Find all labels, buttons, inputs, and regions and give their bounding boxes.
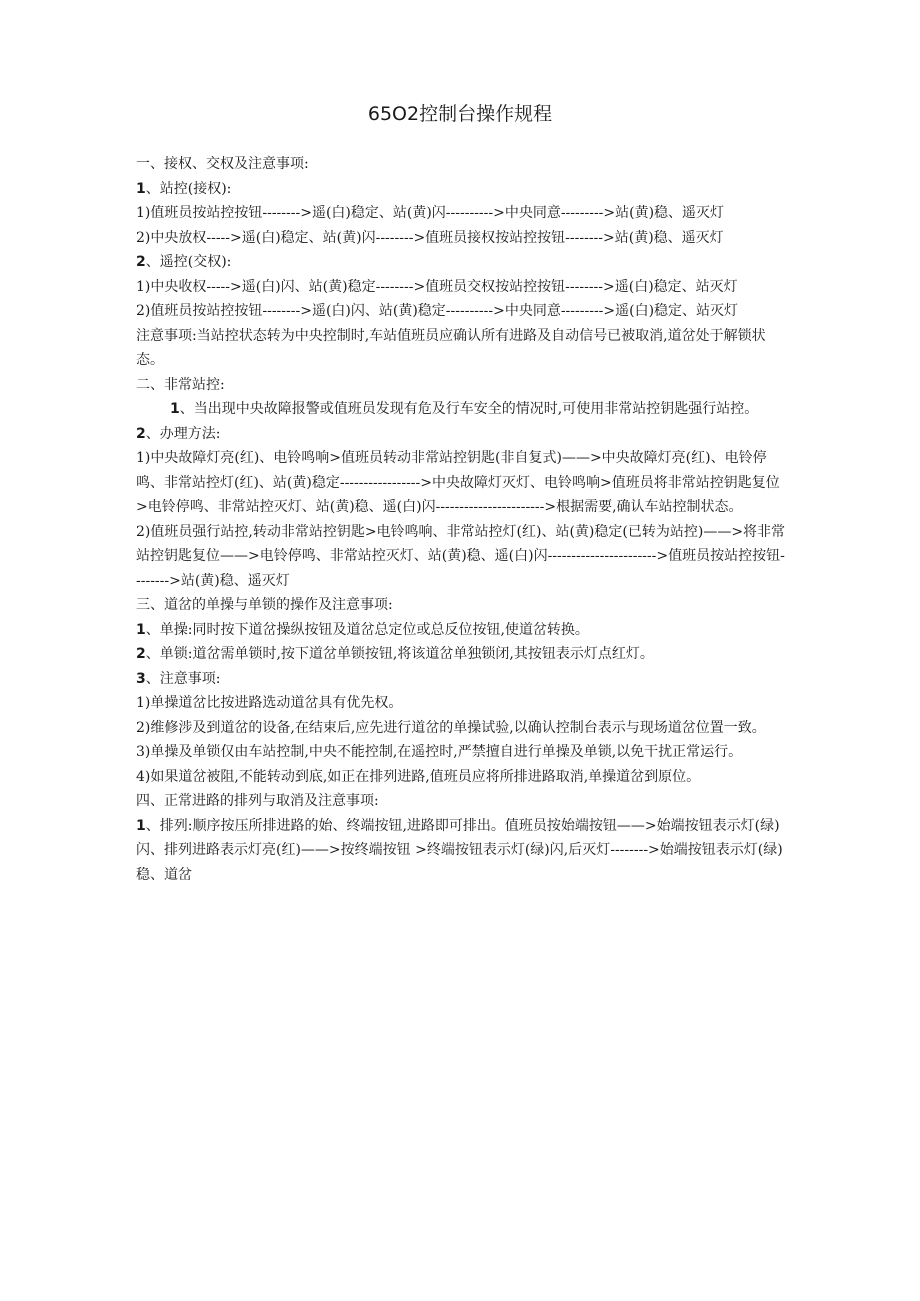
s4-item-1 bbox=[136, 814, 786, 888]
s1-item-1-text: 、站控(接权): bbox=[145, 180, 232, 197]
s4-item-1-number: 1 bbox=[136, 817, 146, 834]
s4-item-1-text: 、排列:顺序按压所排进路的始、终端按钮,进路即可排出。值班员按始端按钮——>始端按钮表示灯(绿)闪、排列进路表示灯亮(红)——>按终端按钮 >终端按钮表示灯(绿)闪,后灭灯-------->始端按钮表示灯(绿)稳、道岔 bbox=[136, 817, 783, 883]
s3-item-1-number: 1 bbox=[136, 621, 146, 638]
s1-item-2-line-2: 2)值班员按站控按钮-------->遥(白)闪、站(黄)稳定---------->中央同意--------->遥(白)稳定、站灭灯 bbox=[136, 303, 739, 319]
page-title: 65O2控制台操作规程 bbox=[367, 103, 553, 125]
s3-note-3: 3)单操及单锁仅由车站控制,中央不能控制,在遥控时,严禁擅自进行单操及单锁,以免干扰正常运行。 bbox=[136, 744, 743, 760]
s3-item-3-text: 、注意事项: bbox=[145, 670, 221, 687]
document-body bbox=[136, 152, 786, 887]
section-4-heading: 四、正常进路的排列与取消及注意事项: bbox=[136, 793, 379, 809]
s1-item-2-number: 2 bbox=[136, 254, 146, 270]
s3-note-4: 4)如果道岔被阻,不能转动到底,如正在排列进路,值班员应将所排进路取消,单操道岔到原位。 bbox=[136, 768, 701, 785]
s2-item-1 bbox=[136, 397, 786, 422]
s1-note: 注意事项:当站控状态转为中央控制时,车站值班员应确认所有进路及自动信号已被取消,道岔处于解锁状态。 bbox=[136, 327, 766, 368]
s1-item-1-heading bbox=[136, 177, 786, 202]
s3-item-3 bbox=[136, 667, 786, 692]
s3-item-2 bbox=[136, 642, 786, 667]
s1-item-2-text: 、遥控(交权): bbox=[145, 254, 232, 270]
s2-item-1-number: 1 bbox=[170, 401, 180, 417]
s3-item-1-text: 、单操:同时按下道岔操纵按钮及道岔总定位或总反位按钮,使道岔转换。 bbox=[145, 621, 589, 638]
section-2-heading: 二、非常站控: bbox=[136, 376, 225, 393]
s3-note-1: 1)单操道岔比按进路选动道岔具有优先权。 bbox=[136, 695, 403, 711]
s2-item-1-text: 、当出现中央故障报警或值班员发现有危及行车安全的情况时,可使用非常站控钥匙强行站控。 bbox=[179, 401, 759, 417]
s1-item-1-line-1: 1)值班员按站控按钮-------->遥(白)稳定、站(黄)闪---------->中央同意--------->站(黄)稳、遥灭灯 bbox=[136, 205, 725, 221]
s3-item-2-text: 、单锁:道岔需单锁时,按下道岔单锁按钮,将该道岔单独锁闭,其按钮表示灯点红灯。 bbox=[145, 646, 654, 662]
s2-method-1: 1)中央故障灯亮(红)、电铃鸣响>值班员转动非常站控钥匙(非自复式)——>中央故障灯亮(红)、电铃停鸣、非常站控灯(红)、站(黄)稳定----------------->中央故障灯灭灯、电铃鸣响>值班员将非常站控钥匙复位>电铃停鸣、非常站控灭灯、站(黄)稳、遥(白)闪----------------------->根据需要,确认车站控制状态。 bbox=[136, 450, 780, 515]
section-1-heading: 一、接权、交权及注意事项: bbox=[136, 156, 309, 172]
s1-item-1-line-2: 2)中央放权----->遥(白)稳定、站(黄)闪-------->值班员接权按站控按钮-------->站(黄)稳、遥灭灯 bbox=[136, 229, 724, 246]
s3-item-2-number: 2 bbox=[136, 646, 146, 662]
s1-item-1-number: 1 bbox=[136, 180, 146, 197]
s3-item-1 bbox=[136, 618, 786, 643]
s2-item-2-heading bbox=[136, 422, 786, 447]
s3-item-3-number: 3 bbox=[136, 670, 146, 687]
s3-note-2: 2)维修涉及到道岔的设备,在结束后,应先进行道岔的单操试验,以确认控制台表示与现场道岔位置一致。 bbox=[136, 719, 766, 736]
s2-method-2: 2)值班员强行站控,转动非常站控钥匙>电铃鸣响、非常站控灯(红)、站(黄)稳定(已转为站控)——>将非常站控钥匙复位——>电铃停鸣、非常站控灭灯、站(黄)稳、遥(白)闪----------------------->值班员按站控按钮-------->站(黄)稳、遥灭灯 bbox=[136, 523, 786, 589]
s1-item-2-heading bbox=[136, 250, 786, 275]
s1-item-2-line-1: 1)中央收权----->遥(白)闪、站(黄)稳定-------->值班员交权按站控按钮-------->遥(白)稳定、站灭灯 bbox=[136, 278, 738, 295]
s2-item-2-number: 2 bbox=[136, 425, 146, 442]
section-3-heading: 三、道岔的单操与单锁的操作及注意事项: bbox=[136, 597, 393, 613]
s2-item-2-text: 、办理方法: bbox=[145, 425, 221, 442]
